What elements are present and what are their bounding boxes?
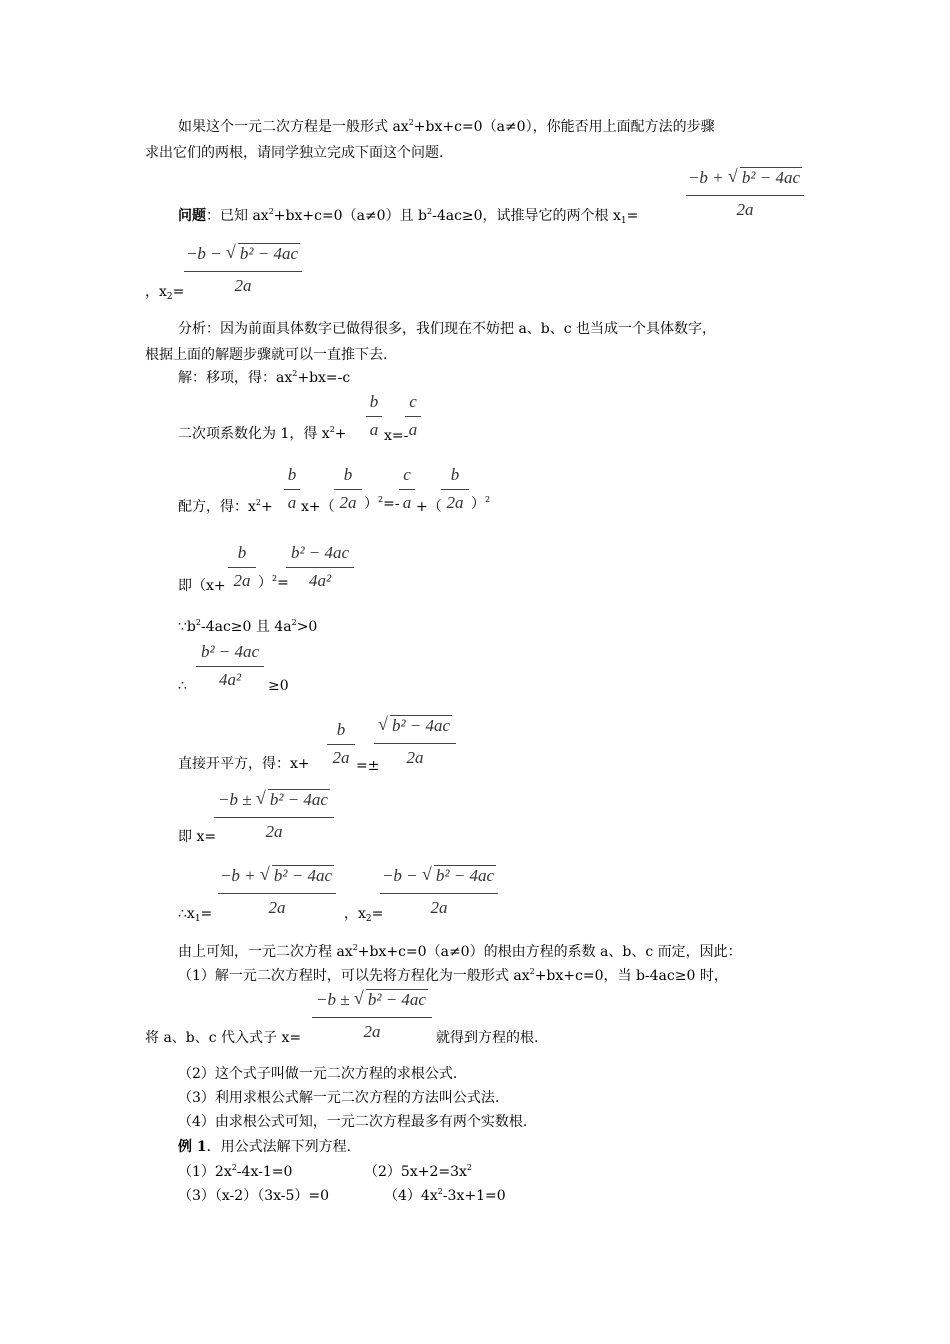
formula-x1-plus [686,168,804,220]
item1-a: （1）解一元二次方程时，可以先将方程化为一般形式 ax [178,968,530,984]
sqrt-symbol [422,866,496,886]
fraction-bar [686,195,804,196]
solution-coefficient [178,424,347,444]
formula-numerator [184,244,302,264]
sqrt-symbol [256,790,330,810]
formula-numerator [686,168,804,188]
fraction-disc-over-4a2 [286,543,354,591]
equals: = [371,906,384,922]
formula-x-pm [214,790,334,842]
p4-a: （4）4x [384,1188,438,1204]
fraction-b-over-2a [334,465,362,513]
item1-d: 就得到方程的根. [436,1030,539,1046]
fraction-b-over-2a [327,720,355,768]
radicand: b² − 4ac [435,866,495,885]
neg-b-minus: −b − [381,866,422,885]
intro-text-b: +bx+c=0（a≠0），你能否用上面配方法的步骤 [413,119,715,135]
denominator: 4a² [308,571,332,590]
formula-x2-minus [380,866,498,918]
fraction-bar [334,489,362,490]
example-problem-2 [364,1162,472,1182]
fraction-bar [312,1017,432,1018]
fraction-bar [184,271,302,272]
formula-x1-plus [218,866,336,918]
radicand: b² − 4ac [269,790,328,809]
exponent: 2 [427,207,433,216]
p4-b: -3x+1=0 [442,1188,506,1204]
since-b: -4ac≥0 且 4a [200,619,292,635]
exponent: 2 [255,498,261,507]
example-problem-4 [384,1186,506,1206]
coef-text-a: 二次项系数化为 1，得 x [178,426,330,442]
fraction-bar [374,743,456,744]
ji-close [258,573,289,593]
exponent: 2 [408,118,414,127]
complete-text-f: +（ [416,499,442,515]
conclusion-b: +bx+c=0（a≠0）的根由方程的系数 a、b、c 而定，因此： [357,944,742,960]
fraction-sqrt-disc-over-2a [374,716,456,768]
denominator: a [369,420,379,439]
denominator: 2a [332,748,350,767]
denominator: 2a [363,1022,381,1041]
x2-prefix: ，x [145,284,167,300]
complete-close-1 [364,494,400,514]
intro-text-a: 如果这个一元二次方程是一般形式 ax [178,119,409,135]
neg-b-pm: −b ± [218,790,256,809]
exponent: 2 [268,207,274,216]
conclusion-item-3: （3）利用求根公式解一元二次方程的方法叫公式法. [178,1090,500,1106]
coef-plus: + [334,426,347,442]
complete-text-c: x+（ [301,499,335,515]
fraction-bar [380,893,498,894]
denominator: 2a [265,822,283,841]
denominator: 4a² [218,670,242,689]
p1-a: （1）2x [178,1164,232,1180]
therefore-symbol: ∴ [178,678,187,694]
complete-eq: =- [383,496,400,512]
fraction-bar [286,567,354,568]
close-paren: ） [364,496,378,512]
neg-b-minus: −b − [185,244,226,263]
sqrt-symbol [260,866,334,886]
denominator: 2a [430,898,448,917]
exponent: 2 [329,425,335,434]
numerator [380,866,498,886]
numerator: b [343,465,353,484]
numerator: c [403,465,411,484]
radicand: b² − 4ac [273,866,333,885]
close-paren: ） [258,575,272,591]
numerator [214,790,334,810]
numerator: b [450,465,460,484]
since-c: >0 [296,619,318,635]
numerator: b² − 4ac [200,642,260,661]
exponent: 2 [485,495,491,504]
sqrt-symbol [378,716,452,736]
analysis-line-2: 根据上面的解题步骤就可以一直推下去. [145,347,388,363]
numerator: b [287,465,297,484]
fraction-b-over-a [284,465,300,513]
p1-b: -4x-1=0 [236,1164,293,1180]
coef-x-minus: x=- [384,428,409,444]
fraction-disc-over-4a2 [196,642,264,690]
fraction-bar [214,817,334,818]
x2-text: ，x [344,906,366,922]
move-text-b: +bx=-c [297,370,351,386]
conclusion-item-2: （2）这个式子叫做一元二次方程的求根公式. [178,1066,458,1082]
neg-b-pm: −b ± [316,990,354,1009]
exponent: 2 [292,369,298,378]
since-line [178,617,317,637]
equals: = [277,575,289,591]
solution-complete-square [178,497,273,517]
numerator: b [369,392,379,411]
exponent: 2 [272,574,278,583]
complete-text-a: 配方，得：x [178,499,256,515]
fraction-c-over-a [405,392,421,440]
geq-zero: ≥0 [268,678,289,694]
item1-c: 将 a、b、c 代入式子 x= [145,1030,302,1046]
p2-a: （2）5x+2=3x [364,1164,467,1180]
solution-move [178,368,350,388]
conclusion-a: 由上可知，一元二次方程 ax [178,944,353,960]
conclusion-item-4: （4）由求根公式可知，一元二次方程最多有两个实数根. [178,1114,528,1130]
x-equals: 即 x= [178,829,217,845]
conclusion-line-1 [178,942,742,962]
fraction-bar [366,416,382,417]
radicand: b² − 4ac [391,716,451,735]
sqrt-symbol [226,244,300,264]
subscript: 1 [620,216,627,226]
fraction-bar [327,744,355,745]
formula-denominator: 2a [234,276,252,295]
x2-label [145,282,184,302]
exponent: 2 [195,618,201,627]
fraction-b-over-a [366,392,382,440]
exponent: 2 [291,618,297,627]
example-text: ．用公式法解下列方程. [206,1139,352,1155]
exponent: 2 [231,1163,237,1172]
subscript: 2 [365,914,372,924]
fraction-bar [196,666,264,667]
exponent: 2 [378,495,384,504]
intro-line-1 [178,117,715,137]
fraction-bar [284,489,300,490]
exponent: 2 [437,1187,443,1196]
x1-text: ∴x [178,906,195,922]
numerator [374,716,456,736]
problem-line [178,206,638,226]
subscript: 2 [166,292,173,302]
problem-text-c: -4ac≥0，试推导它的两个根 x [432,208,621,224]
ji-text-a: 即（x+ [178,578,226,594]
fraction-b-over-2a [441,465,469,513]
numerator [312,990,432,1010]
complete-close-2 [471,494,490,514]
example-problem-3: （3）（x-2）（3x-5）=0 [178,1188,330,1204]
neg-b-plus: −b + [219,866,260,885]
fraction-bar [441,489,469,490]
complete-plus: + [261,499,273,515]
denominator: a [402,493,412,512]
intro-line-2: 求出它们的两根，请同学独立完成下面这个问题. [145,145,444,161]
numerator: b [336,720,346,739]
formula-x2-minus [184,244,302,296]
example-heading [178,1137,351,1157]
problem-text-b: +bx+c=0（a≠0）且 b [273,208,427,224]
radicand: b² − 4ac [239,244,299,263]
neg-b-plus: −b + [687,168,728,187]
conclusion-item-1 [178,966,728,986]
since-a: ∵b [178,619,196,635]
fraction-bar [228,567,256,568]
fraction-bar [405,416,421,417]
fraction-c-over-a [399,465,415,513]
example-label: 例 1 [178,1139,207,1155]
x1-label [178,904,212,924]
exponent: 2 [352,943,358,952]
fraction-bar [218,893,336,894]
close-paren: ） [471,496,485,512]
root-pm: =± [356,758,380,774]
radicand: b² − 4ac [741,168,801,187]
denominator: 2a [446,493,464,512]
sqrt-symbol [728,168,802,188]
root-text-a: 直接开平方，得：x+ [178,756,310,772]
sqrt-symbol [354,990,428,1010]
radicand: b² − 4ac [367,990,426,1009]
example-problem-1 [178,1162,292,1182]
x2-label-2 [344,904,383,924]
numerator: c [409,392,417,411]
equals: = [172,284,185,300]
analysis-line-1: 分析：因为前面具体数字已做得很多，我们现在不妨把 a、b、c 也当成一个具体数字， [178,321,717,337]
exponent: 2 [529,967,535,976]
fraction-bar [399,489,415,490]
item1-b: +bx+c=0，当 b-4ac≥0 时， [534,968,728,984]
formula-x-pm [312,990,432,1042]
numerator: b² − 4ac [290,543,350,562]
equals: = [200,906,213,922]
equals: = [626,208,639,224]
denominator: a [287,493,297,512]
denominator: 2a [339,493,357,512]
numerator: b [237,543,247,562]
denominator: 2a [268,898,286,917]
move-text-a: 解：移项，得：ax [178,370,293,386]
denominator: a [408,420,418,439]
formula-denominator: 2a [736,200,754,219]
subscript: 1 [194,914,201,924]
exponent: 2 [466,1163,472,1172]
problem-text-a: ：已知 ax [206,208,269,224]
problem-label: 问题 [178,208,206,224]
fraction-b-over-2a [228,543,256,591]
numerator [218,866,336,886]
denominator: 2a [406,748,424,767]
denominator: 2a [233,571,251,590]
